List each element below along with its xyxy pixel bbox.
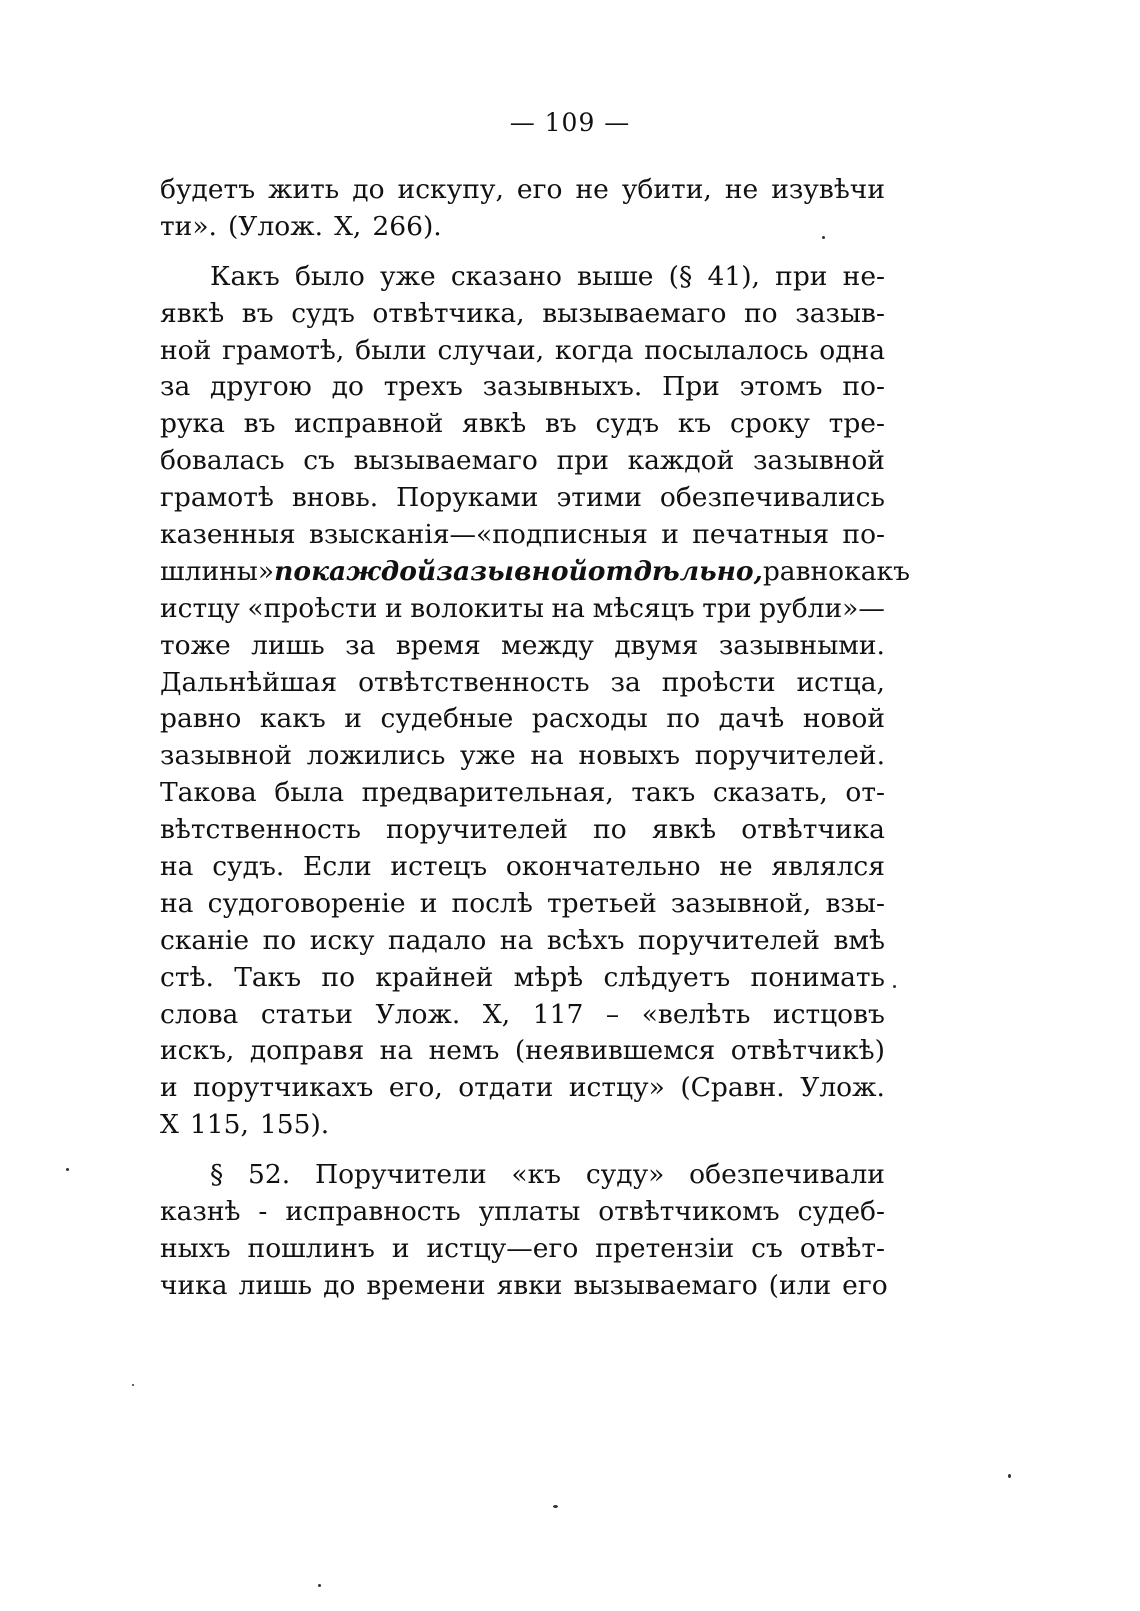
text-line: ныхъ пошлинъ и истцу—его претензіи съ отвѣт- bbox=[160, 1232, 885, 1264]
scan-speck bbox=[553, 1505, 558, 1508]
text-line: казнѣ - исправность уплаты отвѣтчикомъ судеб- bbox=[160, 1196, 885, 1228]
text-line: чика лишь до времени явки вызываемаго (или его bbox=[160, 1269, 888, 1301]
text-line: казенныя взысканія—«подписныя и печатныя по- bbox=[160, 519, 885, 551]
text-line: Дальнѣйшая отвѣтственность за проѣсти истца, bbox=[160, 666, 885, 698]
scan-speck bbox=[893, 985, 896, 988]
text-line: шлины» по каждой зазывной отдѣльно, равно какъ bbox=[160, 555, 910, 587]
text-line: за другою до трехъ зазывныхъ. При этомъ по- bbox=[160, 371, 885, 403]
scan-speck bbox=[132, 1384, 134, 1386]
text-line: на судъ. Если истецъ окончательно не являлся bbox=[160, 851, 885, 883]
text-line: грамотѣ вновь. Поруками этими обезпечивались bbox=[160, 482, 885, 514]
text-line: Какъ было уже сказано выше (§ 41), при не- bbox=[210, 260, 885, 292]
text-line: истцу «проѣсти и волокиты на мѣсяцъ три рубли»— bbox=[160, 592, 885, 624]
text-line: бовалась съ вызываемаго при каждой зазывной bbox=[160, 445, 885, 477]
text-line: сканіе по иску падало на всѣхъ поручителей вмѣ bbox=[160, 924, 885, 956]
text-line: на судоговореніе и послѣ третьей зазывной, взы- bbox=[160, 887, 885, 919]
page-number: — 109 — bbox=[509, 108, 631, 137]
text-line: § 52. Поручители «къ суду» обезпечивали bbox=[210, 1159, 885, 1191]
text-line: будетъ жить до искупу, его не убити, не изувѣчи bbox=[160, 174, 885, 205]
text-line: X 115, 155). bbox=[160, 1109, 330, 1141]
text-line: равно какъ и судебные расходы по дачѣ новой bbox=[160, 703, 885, 735]
text-line: вѣтственность поручителей по явкѣ отвѣтчика bbox=[160, 814, 885, 846]
text-line: зазывной ложились уже на новыхъ поручителей. bbox=[160, 740, 885, 772]
text-line: рука въ исправной явкѣ въ судъ къ сроку тре- bbox=[160, 408, 885, 440]
text-line: тоже лишь за время между двумя зазывными. bbox=[160, 629, 885, 661]
body-text bbox=[160, 172, 910, 1305]
text-line: ной грамотѣ, были случаи, когда посылалось одна bbox=[160, 334, 885, 366]
text-line: Такова была предварительная, такъ сказать, от- bbox=[160, 777, 885, 809]
scan-speck bbox=[318, 1584, 321, 1587]
text-line: явкѣ въ судъ отвѣтчика, вызываемаго по зазыв- bbox=[160, 297, 885, 329]
text-line: и порутчикахъ его, отдати истцу» (Сравн. Улож. bbox=[160, 1072, 885, 1104]
text-line: искъ, доправя на немъ (неявившемся отвѣтчикѣ) bbox=[160, 1035, 885, 1067]
text-line: ти». (Улож. X, 266). bbox=[160, 210, 442, 242]
text-line: стѣ. Такъ по крайней мѣрѣ слѣдуетъ понимать bbox=[160, 961, 885, 993]
scan-speck bbox=[1008, 1474, 1011, 1478]
text-line: слова статьи Улож. X, 117 – «велѣть истцовъ bbox=[160, 998, 885, 1030]
scan-speck bbox=[822, 236, 825, 239]
scan-speck bbox=[66, 1168, 69, 1171]
